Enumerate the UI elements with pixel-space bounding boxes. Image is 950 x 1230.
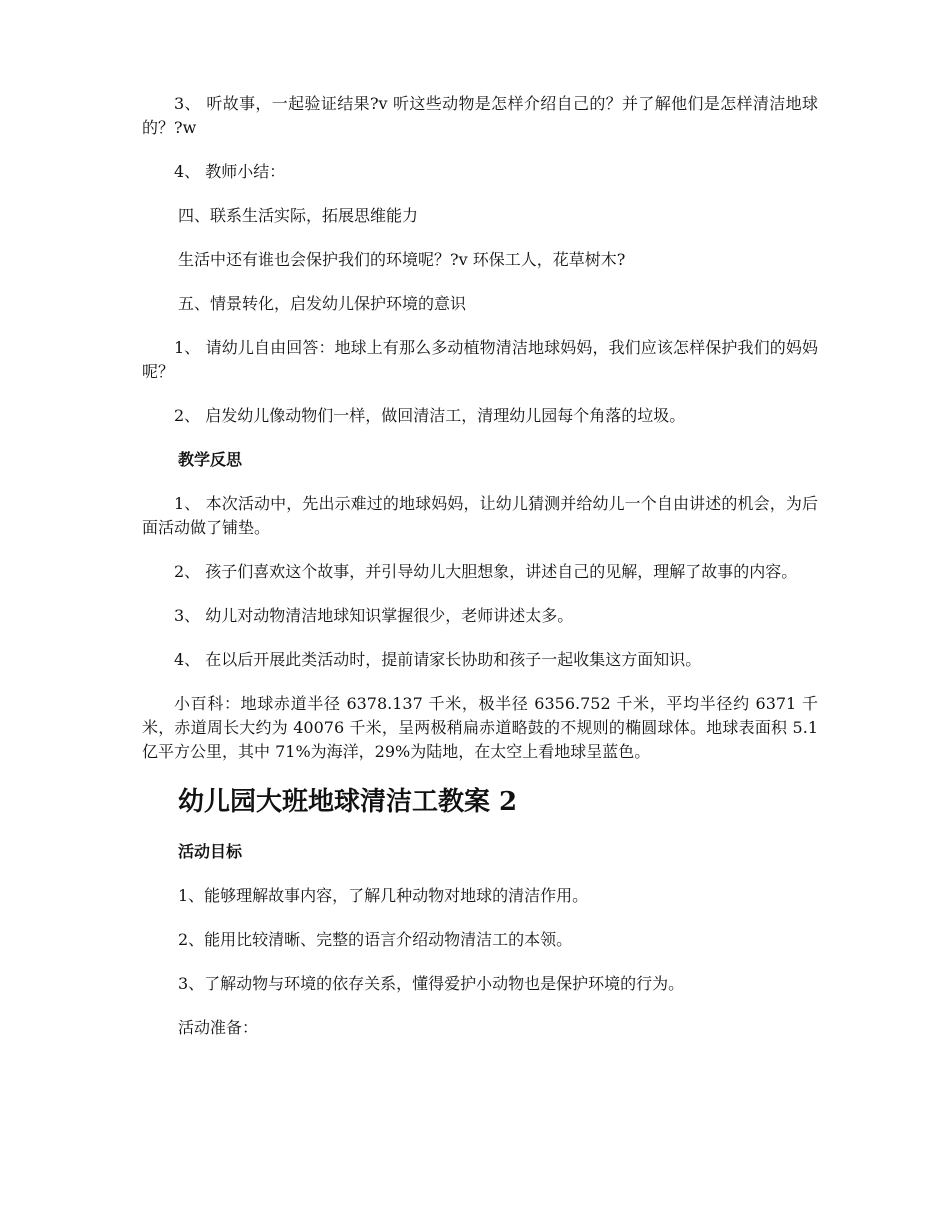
goal-item-1: 1、能够理解故事内容，了解几种动物对地球的清洁作用。 xyxy=(178,886,589,905)
document-page xyxy=(142,92,818,1040)
heading-activity-prep: 活动准备： xyxy=(178,1018,259,1037)
reflection-item-4: 4、 在以后开展此类活动时，提前请家长协助和孩子一起收集这方面知识。 xyxy=(174,650,702,669)
reflection-item-2: 2、 孩子们喜欢这个故事，并引导幼儿大胆想象，讲述自己的见解，理解了故事的内容。 xyxy=(174,562,798,581)
paragraph-inspire-cleanup: 2、 启发幼儿像动物们一样，做回清洁工，清理幼儿园每个角落的垃圾。 xyxy=(174,406,686,425)
heading-activity-goals: 活动目标 xyxy=(178,842,243,861)
goal-item-3: 3、了解动物与环境的依存关系，懂得爱护小动物也是保护环境的行为。 xyxy=(178,974,685,993)
reflection-item-1: 1、 本次活动中，先出示难过的地球妈妈，让幼儿猜测并给幼儿一个自由讲述的机会，为后面活动做了铺垫。 xyxy=(142,494,818,537)
paragraph-teacher-summary: 4、 教师小结： xyxy=(174,162,286,181)
paragraph-encyclopedia: 小百科：地球赤道半径 6378.137 千米，极半径 6356.752 千米，平均半径约 6371 千米，赤道周长大约为 40076 千米，呈两极稍扁赤道略鼓的不规则的椭圆球体。地球表面积 5.1 亿平方公里，其中 71%为海洋，29%为陆地，在太空上看地球呈蓝色。 xyxy=(142,694,818,761)
section-heading-five: 五、情景转化，启发幼儿保护环境的意识 xyxy=(178,294,467,313)
paragraph-story-verify: 3、 听故事，一起验证结果?v 听这些动物是怎样介绍自己的？并了解他们是怎样清洁地球的？?w xyxy=(142,94,818,137)
paragraph-environment-question: 生活中还有谁也会保护我们的环境呢？?v 环保工人，花草树木? xyxy=(178,250,626,269)
document-title-2: 幼儿园大班地球清洁工教案 2 xyxy=(178,787,518,817)
section-heading-four: 四、联系生活实际，拓展思维能力 xyxy=(178,206,419,225)
heading-teaching-reflection: 教学反思 xyxy=(178,450,243,469)
goal-item-2: 2、能用比较清晰、完整的语言介绍动物清洁工的本领。 xyxy=(178,930,573,949)
paragraph-free-answer: 1、 请幼儿自由回答：地球上有那么多动植物清洁地球妈妈，我们应该怎样保护我们的妈妈呢？ xyxy=(142,338,818,381)
reflection-item-3: 3、 幼儿对动物清洁地球知识掌握很少，老师讲述太多。 xyxy=(174,606,574,625)
